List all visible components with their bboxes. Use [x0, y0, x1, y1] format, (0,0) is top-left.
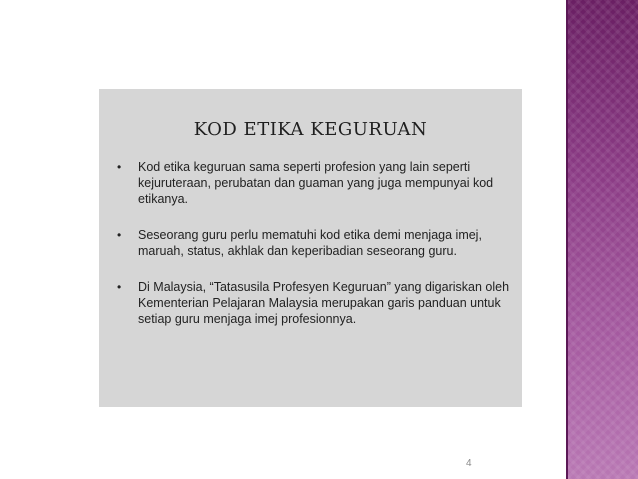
bullet-text: Kod etika keguruan sama seperti profesion yang lain seperti kejuruteraan, perubatan dan guaman yang juga mempunyai kod etikanya. [138, 160, 494, 206]
bullet-marker: • [117, 228, 122, 242]
bullet-item [113, 227, 513, 259]
bullet-item [113, 279, 513, 327]
slide-title: KOD ETIKA KEGURUAN [193, 119, 428, 140]
bullet-marker: • [117, 160, 122, 174]
bullet-item [113, 159, 513, 207]
content-box [99, 89, 522, 407]
bullet-text: Seseorang guru perlu mematuhi kod etika demi menjaga imej, maruah, status, akhlak dan keperibadian seseorang guru. [138, 228, 482, 258]
bullet-list [113, 159, 513, 347]
bullet-text: Di Malaysia, “Tatasusila Profesyen Keguruan” yang digariskan oleh Kementerian Pelajaran Malaysia merupakan garis panduan untuk setiap guru menjaga imej profesionnya. [138, 280, 510, 326]
page-number: 4 [466, 458, 472, 469]
decorative-side-band [568, 0, 638, 479]
bullet-marker: • [117, 280, 122, 294]
